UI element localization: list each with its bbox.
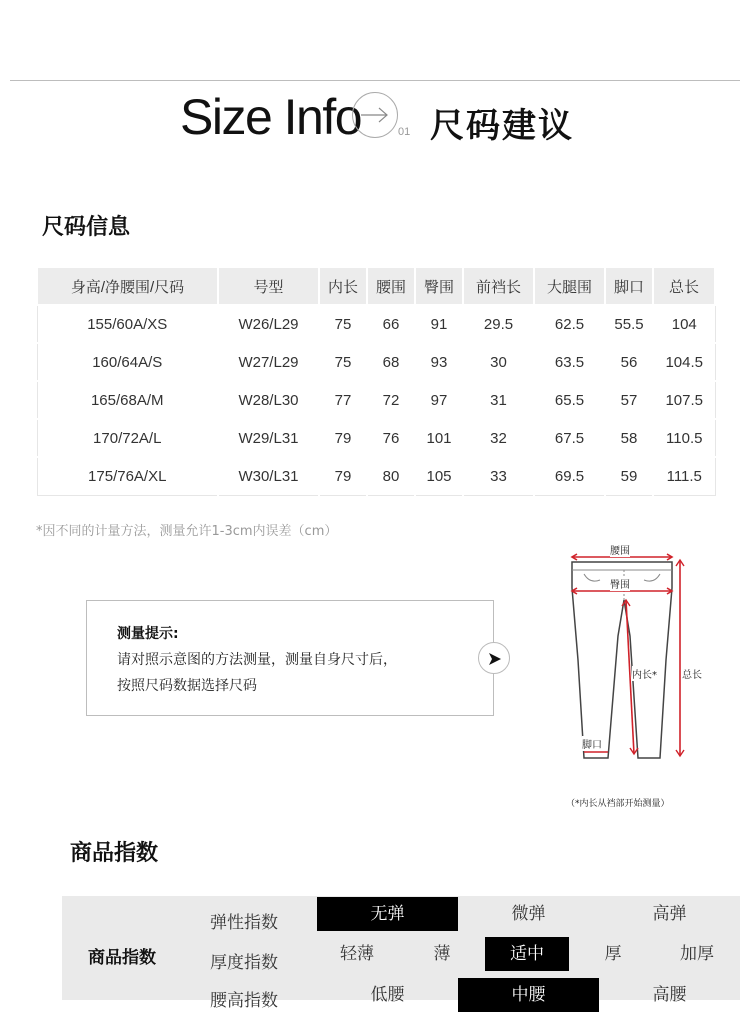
table-cell: 110.5 [653,419,715,457]
table-cell: 104.5 [653,343,715,381]
size-info-title: Size Info [180,89,362,145]
table-header-cell: 腰围 [367,267,415,305]
diagram-caption: （*内长从裆部开始测量） [566,796,670,809]
product-index-panel [62,896,740,1011]
waist-rise-option: 高腰 [652,985,687,1005]
table-cell: 63.5 [534,343,605,381]
table-cell: 79 [319,419,367,457]
waist-rise-option: 中腰 [458,978,599,1012]
table-cell: 107.5 [653,381,715,419]
table-cell: 55.5 [605,305,653,343]
table-cell: 97 [415,381,463,419]
section-number: 01 [398,126,411,138]
table-cell: 104 [653,305,715,343]
size-section-title: 尺码信息 [42,215,131,240]
table-cell: 30 [463,343,534,381]
table-cell: 72 [367,381,415,419]
table-cell: 67.5 [534,419,605,457]
top-divider [10,80,740,81]
table-cell: W26/L29 [218,305,319,343]
table-header-cell: 前裆长 [463,267,534,305]
table-header-cell: 臀围 [415,267,463,305]
elasticity-option: 无弹 [317,897,458,931]
table-cell: 69.5 [534,457,605,495]
waist-rise-label: 腰高指数 [210,991,278,1011]
table-cell: 160/64A/S [37,343,218,381]
table-cell: 175/76A/XL [37,457,218,495]
table-row [37,343,715,381]
product-index-title: 商品指数 [70,841,159,866]
table-header-cell: 大腿围 [534,267,605,305]
table-header-cell: 身高/净腰围/尺码 [37,267,218,305]
elasticity-option: 微弹 [511,904,546,924]
table-cell: 111.5 [653,457,715,495]
table-cell: 79 [319,457,367,495]
waist-label: 腰围 [610,542,630,557]
measurement-tip-box [86,600,494,716]
thickness-label: 厚度指数 [210,953,278,973]
table-cell: 29.5 [463,305,534,343]
total-length-label: 总长 [682,666,702,681]
elasticity-label: 弹性指数 [210,913,278,933]
pants-measurement-diagram [560,540,720,810]
table-cell: W27/L29 [218,343,319,381]
elasticity-option: 高弹 [652,904,687,924]
size-info-header [180,88,600,150]
table-cell: 66 [367,305,415,343]
table-cell: 170/72A/L [37,419,218,457]
table-cell: 165/68A/M [37,381,218,419]
table-header-row [37,267,715,305]
thickness-option: 轻薄 [340,944,374,964]
tip-line: 按照尺码数据选择尺码 [117,678,257,694]
table-header-cell: 号型 [218,267,319,305]
table-cell: 58 [605,419,653,457]
table-cell: 105 [415,457,463,495]
table-cell: W30/L31 [218,457,319,495]
table-header-cell: 脚口 [605,267,653,305]
tip-line: 请对照示意图的方法测量，测量自身尺寸后， [117,652,397,668]
table-cell: W29/L31 [218,419,319,457]
table-cell: 91 [415,305,463,343]
thickness-option: 厚 [604,944,622,964]
table-header-cell: 内长 [319,267,367,305]
arrow-right-icon [352,92,398,138]
size-table [36,266,716,496]
table-cell: 32 [463,419,534,457]
inseam-label: 内长* [632,666,657,681]
tip-title: 测量提示: [117,626,179,642]
table-cell: 76 [367,419,415,457]
thickness-option: 适中 [485,937,569,971]
table-row [37,381,715,419]
measurement-note: *因不同的计量方法，测量允许1-3cm内误差（cm） [36,524,338,539]
table-cell: 59 [605,457,653,495]
table-header-cell: 总长 [653,267,715,305]
table-cell: 68 [367,343,415,381]
thickness-option: 薄 [433,944,451,964]
table-row [37,457,715,495]
thickness-option: 加厚 [680,944,714,964]
size-advice-title: 尺码建议 [430,106,574,146]
table-cell: 101 [415,419,463,457]
hem-label: 脚口 [582,736,602,751]
product-index-label: 商品指数 [88,948,156,968]
table-cell: W28/L30 [218,381,319,419]
table-cell: 80 [367,457,415,495]
table-cell: 57 [605,381,653,419]
arrow-right-icon[interactable] [478,642,510,674]
table-cell: 75 [319,343,367,381]
table-cell: 31 [463,381,534,419]
table-cell: 77 [319,381,367,419]
table-cell: 56 [605,343,653,381]
table-cell: 62.5 [534,305,605,343]
hip-label: 臀围 [610,576,630,591]
table-cell: 93 [415,343,463,381]
table-cell: 33 [463,457,534,495]
table-row [37,305,715,343]
waist-rise-option: 低腰 [370,985,405,1005]
table-cell: 155/60A/XS [37,305,218,343]
table-cell: 75 [319,305,367,343]
table-row [37,419,715,457]
table-cell: 65.5 [534,381,605,419]
